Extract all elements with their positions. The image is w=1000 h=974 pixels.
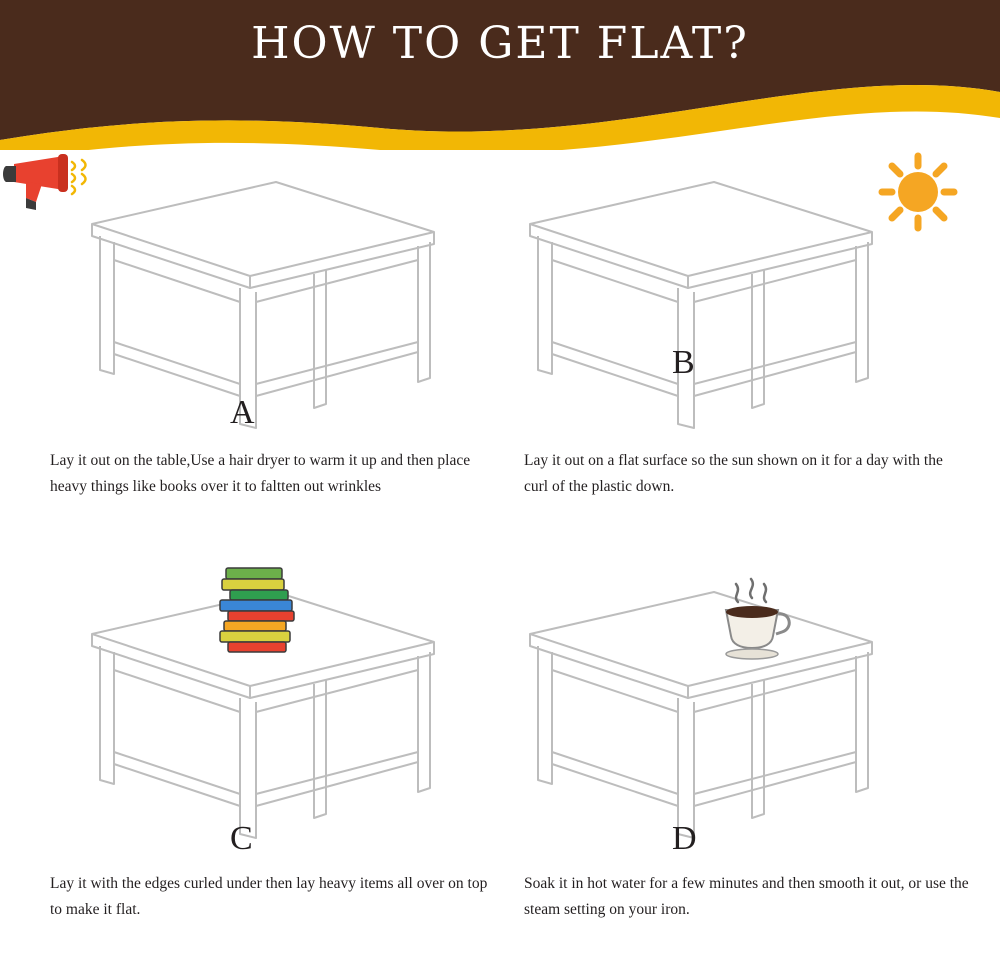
- panel-d-illustration: [500, 566, 978, 866]
- panel-d-caption: Soak it in hot water for a few minutes and then smooth it out, or use the steam setting on your iron.: [524, 875, 969, 918]
- stack-of-books-icon: [204, 556, 324, 666]
- panel-grid: [0, 150, 1000, 974]
- panel-c-illustration: [14, 566, 492, 866]
- panel-c: [14, 566, 492, 966]
- panel-b: [500, 156, 978, 556]
- panel-c-caption: Lay it with the edges curled under then lay heavy items all over on top to make it flat.: [50, 875, 488, 918]
- panel-b-illustration: [500, 156, 978, 456]
- panel-a-caption: Lay it out on the table,Use a hair dryer to warm it up and then place heavy things like books over it to faltten out wrinkles: [50, 452, 471, 495]
- panel-a-letter: A: [230, 394, 255, 431]
- panel-a-illustration: [14, 156, 492, 456]
- panel-d: [500, 566, 978, 966]
- panel-d-letter: D: [672, 820, 697, 857]
- panel-a: [14, 156, 492, 556]
- panel-c-letter: C: [230, 820, 253, 857]
- sun-icon: [868, 142, 968, 242]
- page-header: [0, 0, 1000, 150]
- panel-b-letter: B: [672, 344, 695, 381]
- hair-dryer-icon: [2, 146, 112, 216]
- panel-b-caption: Lay it out on a flat surface so the sun shown on it for a day with the curl of the plastic down.: [524, 452, 943, 495]
- page-title: HOW TO GET FLAT?: [251, 18, 749, 69]
- hot-coffee-cup-icon: [700, 576, 810, 666]
